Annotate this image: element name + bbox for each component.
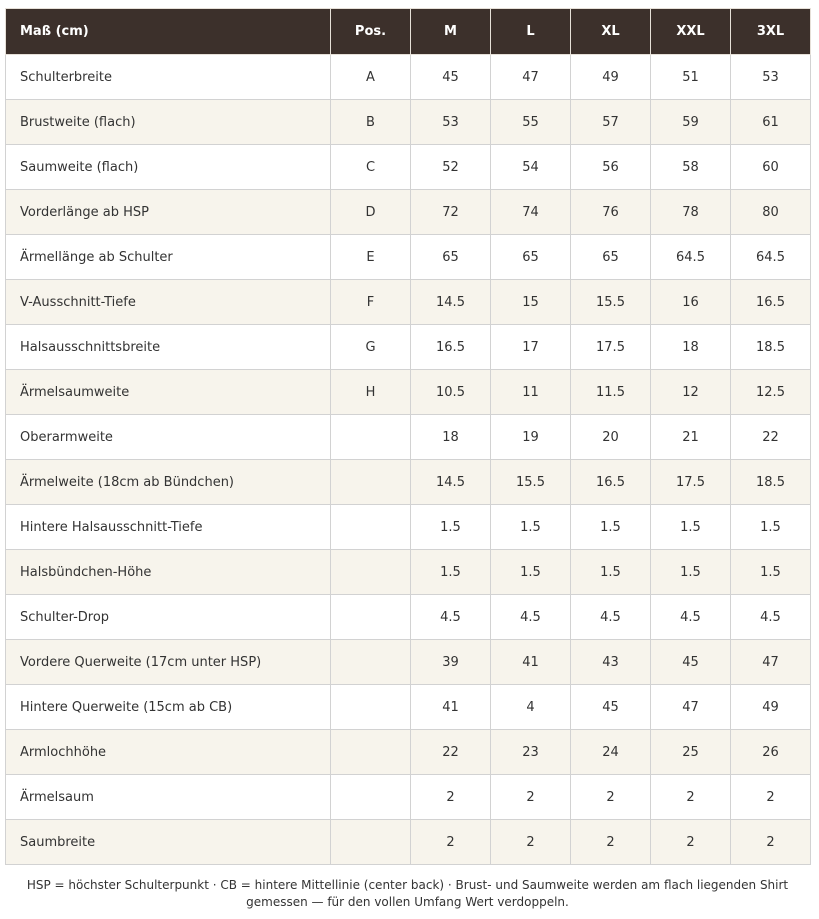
- table-header: [6, 9, 811, 55]
- table-row: [6, 460, 811, 505]
- cell-size-3xl: 64.5: [731, 235, 811, 280]
- cell-position: [331, 730, 411, 775]
- cell-measure: Hintere Querweite (15cm ab CB): [6, 685, 331, 730]
- cell-size-3xl: 16.5: [731, 280, 811, 325]
- cell-position: A: [331, 55, 411, 100]
- cell-size-xl: 16.5: [571, 460, 651, 505]
- cell-size-xxl: 58: [651, 145, 731, 190]
- cell-size-3xl: 61: [731, 100, 811, 145]
- cell-size-m: 4.5: [411, 595, 491, 640]
- cell-position: [331, 820, 411, 865]
- cell-measure: Oberarmweite: [6, 415, 331, 460]
- header-measure: Maß (cm): [6, 9, 331, 55]
- cell-position: G: [331, 325, 411, 370]
- cell-size-xl: 45: [571, 685, 651, 730]
- cell-size-l: 4: [491, 685, 571, 730]
- cell-position: [331, 550, 411, 595]
- cell-measure: Schulterbreite: [6, 55, 331, 100]
- cell-measure: Brustweite (flach): [6, 100, 331, 145]
- cell-size-xxl: 45: [651, 640, 731, 685]
- cell-size-l: 11: [491, 370, 571, 415]
- table-row: [6, 235, 811, 280]
- cell-size-xl: 1.5: [571, 550, 651, 595]
- cell-measure: Schulter-Drop: [6, 595, 331, 640]
- cell-size-3xl: 80: [731, 190, 811, 235]
- cell-size-l: 2: [491, 820, 571, 865]
- cell-size-l: 23: [491, 730, 571, 775]
- cell-size-3xl: 53: [731, 55, 811, 100]
- cell-size-l: 47: [491, 55, 571, 100]
- cell-position: C: [331, 145, 411, 190]
- header-row: [6, 9, 811, 55]
- cell-size-3xl: 26: [731, 730, 811, 775]
- cell-measure: Ärmellänge ab Schulter: [6, 235, 331, 280]
- cell-size-l: 15: [491, 280, 571, 325]
- cell-measure: Halsbündchen-Höhe: [6, 550, 331, 595]
- table-row: [6, 55, 811, 100]
- cell-size-l: 15.5: [491, 460, 571, 505]
- cell-size-m: 2: [411, 820, 491, 865]
- table-row: [6, 730, 811, 775]
- cell-size-xxl: 78: [651, 190, 731, 235]
- cell-position: [331, 460, 411, 505]
- cell-measure: Ärmelsaum: [6, 775, 331, 820]
- cell-position: [331, 595, 411, 640]
- cell-size-m: 2: [411, 775, 491, 820]
- table-row: [6, 550, 811, 595]
- header-size-xl: XL: [571, 9, 651, 55]
- cell-position: B: [331, 100, 411, 145]
- cell-size-xl: 2: [571, 775, 651, 820]
- cell-size-xxl: 12: [651, 370, 731, 415]
- table-row: [6, 640, 811, 685]
- cell-size-l: 74: [491, 190, 571, 235]
- table-body: [6, 55, 811, 865]
- cell-size-xl: 20: [571, 415, 651, 460]
- cell-size-3xl: 47: [731, 640, 811, 685]
- cell-size-xl: 56: [571, 145, 651, 190]
- cell-position: E: [331, 235, 411, 280]
- cell-size-3xl: 2: [731, 820, 811, 865]
- cell-size-3xl: 22: [731, 415, 811, 460]
- cell-size-3xl: 18.5: [731, 460, 811, 505]
- cell-size-xl: 65: [571, 235, 651, 280]
- table-row: [6, 325, 811, 370]
- cell-size-3xl: 60: [731, 145, 811, 190]
- cell-size-xl: 76: [571, 190, 651, 235]
- cell-measure: V-Ausschnitt-Tiefe: [6, 280, 331, 325]
- cell-size-m: 45: [411, 55, 491, 100]
- cell-size-m: 1.5: [411, 505, 491, 550]
- cell-measure: Vordere Querweite (17cm unter HSP): [6, 640, 331, 685]
- cell-measure: Ärmelsaumweite: [6, 370, 331, 415]
- table-row: [6, 685, 811, 730]
- cell-measure: Saumbreite: [6, 820, 331, 865]
- size-chart: [5, 8, 810, 865]
- cell-size-3xl: 18.5: [731, 325, 811, 370]
- cell-size-l: 1.5: [491, 550, 571, 595]
- cell-size-3xl: 1.5: [731, 505, 811, 550]
- cell-size-xl: 43: [571, 640, 651, 685]
- header-position: Pos.: [331, 9, 411, 55]
- cell-position: [331, 685, 411, 730]
- cell-position: D: [331, 190, 411, 235]
- cell-size-xxl: 25: [651, 730, 731, 775]
- cell-position: F: [331, 280, 411, 325]
- header-size-3xl: 3XL: [731, 9, 811, 55]
- table-row: [6, 595, 811, 640]
- cell-size-l: 41: [491, 640, 571, 685]
- table-row: [6, 145, 811, 190]
- cell-size-xxl: 21: [651, 415, 731, 460]
- table-row: [6, 370, 811, 415]
- cell-size-xl: 15.5: [571, 280, 651, 325]
- cell-measure: Ärmelweite (18cm ab Bündchen): [6, 460, 331, 505]
- cell-measure: Saumweite (flach): [6, 145, 331, 190]
- cell-position: [331, 775, 411, 820]
- cell-size-xxl: 51: [651, 55, 731, 100]
- footnote-line-1: HSP = höchster Schulterpunkt · CB = hintere Mittellinie (center back) · Brust- und Saumweite werden am flach liegenden Shirt: [26, 878, 789, 892]
- cell-size-xxl: 47: [651, 685, 731, 730]
- cell-size-3xl: 4.5: [731, 595, 811, 640]
- cell-size-m: 1.5: [411, 550, 491, 595]
- cell-size-xxl: 2: [651, 820, 731, 865]
- cell-size-xl: 24: [571, 730, 651, 775]
- cell-size-xl: 57: [571, 100, 651, 145]
- cell-size-3xl: 49: [731, 685, 811, 730]
- cell-size-xl: 4.5: [571, 595, 651, 640]
- cell-size-l: 4.5: [491, 595, 571, 640]
- cell-size-xxl: 4.5: [651, 595, 731, 640]
- cell-position: [331, 640, 411, 685]
- cell-size-l: 17: [491, 325, 571, 370]
- table-row: [6, 505, 811, 550]
- cell-size-xxl: 17.5: [651, 460, 731, 505]
- cell-size-xxl: 16: [651, 280, 731, 325]
- table-row: [6, 415, 811, 460]
- cell-size-l: 54: [491, 145, 571, 190]
- cell-size-m: 41: [411, 685, 491, 730]
- table-row: [6, 820, 811, 865]
- cell-size-l: 1.5: [491, 505, 571, 550]
- cell-position: H: [331, 370, 411, 415]
- cell-size-xl: 2: [571, 820, 651, 865]
- cell-position: [331, 415, 411, 460]
- cell-size-m: 52: [411, 145, 491, 190]
- header-size-m: M: [411, 9, 491, 55]
- cell-size-xxl: 59: [651, 100, 731, 145]
- cell-size-m: 22: [411, 730, 491, 775]
- footnote: [5, 877, 810, 911]
- cell-size-m: 18: [411, 415, 491, 460]
- cell-size-3xl: 2: [731, 775, 811, 820]
- cell-size-m: 14.5: [411, 280, 491, 325]
- cell-size-m: 65: [411, 235, 491, 280]
- cell-size-xxl: 1.5: [651, 550, 731, 595]
- cell-size-3xl: 1.5: [731, 550, 811, 595]
- cell-size-l: 19: [491, 415, 571, 460]
- cell-size-m: 53: [411, 100, 491, 145]
- size-table: [5, 8, 811, 865]
- table-row: [6, 100, 811, 145]
- cell-size-xl: 11.5: [571, 370, 651, 415]
- cell-size-m: 14.5: [411, 460, 491, 505]
- cell-size-l: 55: [491, 100, 571, 145]
- header-size-xxl: XXL: [651, 9, 731, 55]
- cell-size-xl: 49: [571, 55, 651, 100]
- footnote-line-2: gemessen — für den vollen Umfang Wert verdoppeln.: [246, 895, 569, 909]
- cell-size-xxl: 18: [651, 325, 731, 370]
- cell-position: [331, 505, 411, 550]
- cell-size-l: 2: [491, 775, 571, 820]
- cell-size-3xl: 12.5: [731, 370, 811, 415]
- cell-size-m: 39: [411, 640, 491, 685]
- cell-size-m: 10.5: [411, 370, 491, 415]
- cell-size-xxl: 2: [651, 775, 731, 820]
- cell-size-xxl: 64.5: [651, 235, 731, 280]
- cell-measure: Vorderlänge ab HSP: [6, 190, 331, 235]
- table-row: [6, 280, 811, 325]
- cell-size-m: 16.5: [411, 325, 491, 370]
- header-size-l: L: [491, 9, 571, 55]
- table-row: [6, 775, 811, 820]
- cell-size-xl: 17.5: [571, 325, 651, 370]
- cell-size-xxl: 1.5: [651, 505, 731, 550]
- cell-measure: Halsausschnittsbreite: [6, 325, 331, 370]
- cell-size-xl: 1.5: [571, 505, 651, 550]
- table-row: [6, 190, 811, 235]
- cell-size-m: 72: [411, 190, 491, 235]
- cell-measure: Armlochhöhe: [6, 730, 331, 775]
- cell-measure: Hintere Halsausschnitt-Tiefe: [6, 505, 331, 550]
- cell-size-l: 65: [491, 235, 571, 280]
